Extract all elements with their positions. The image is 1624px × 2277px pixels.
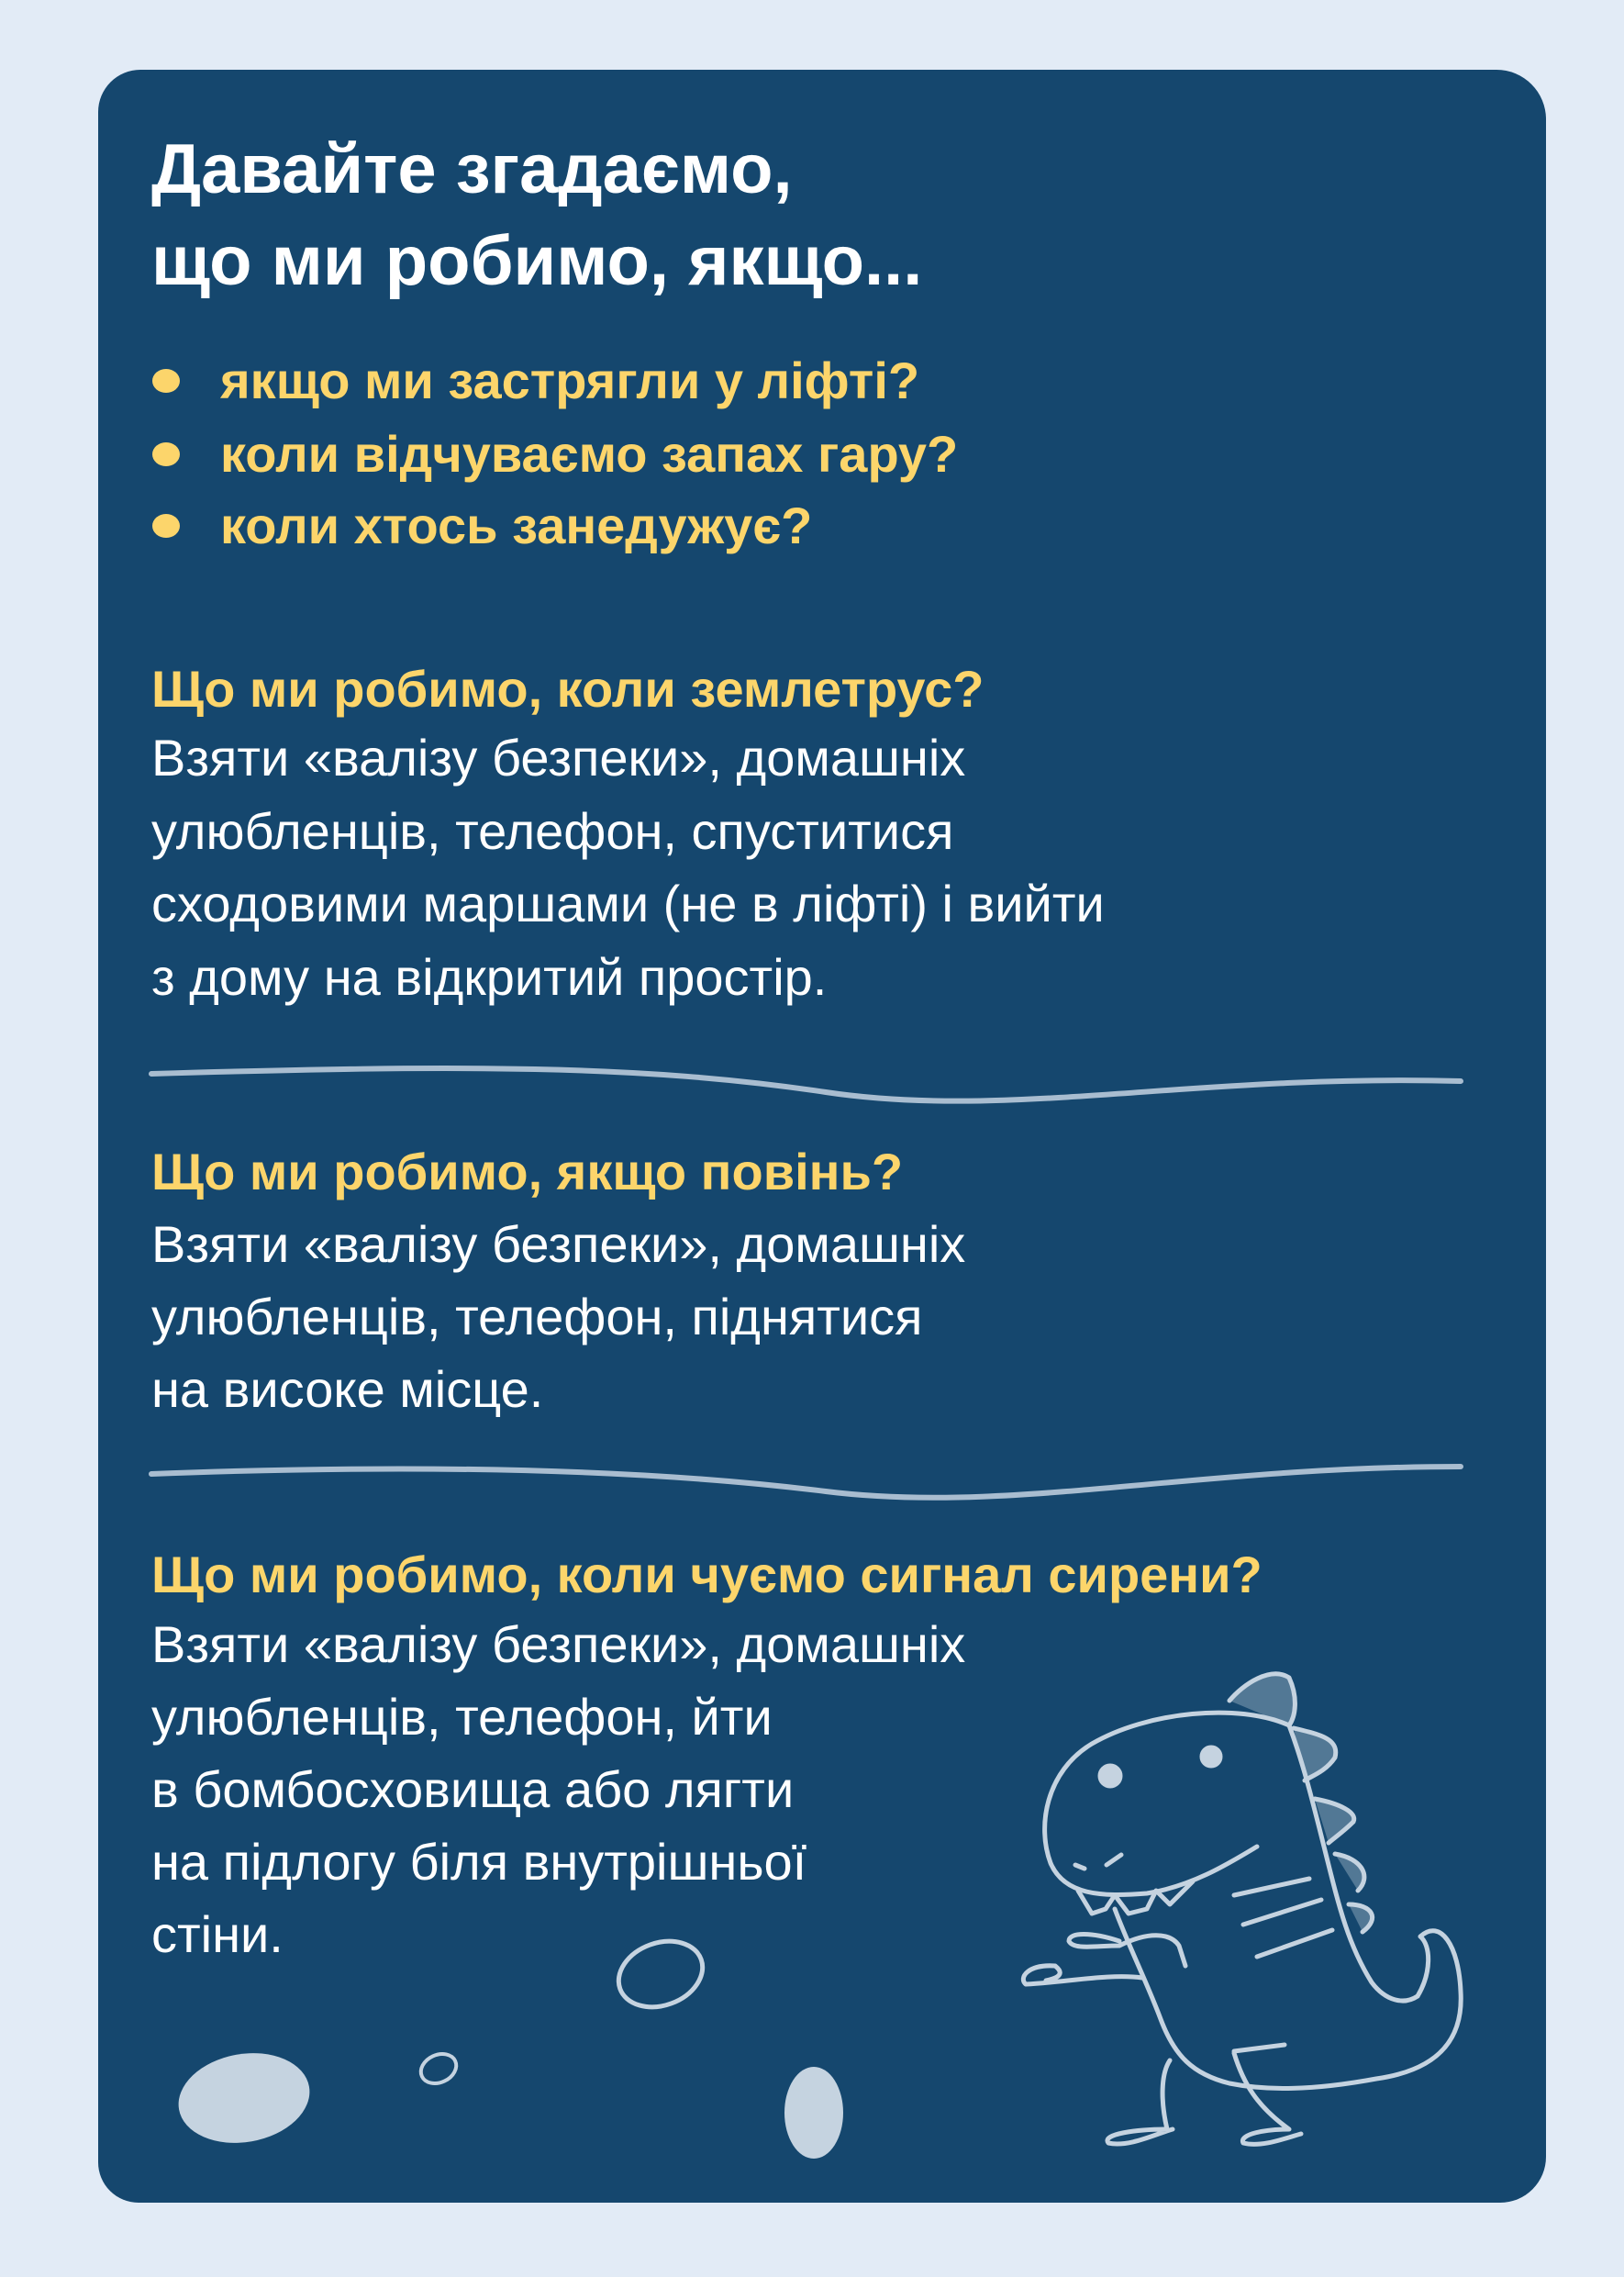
title-line-2: що ми робимо, якщо...	[151, 222, 923, 300]
section-text: улюбленців, телефон, спуститися	[151, 802, 954, 860]
section-heading-siren: Що ми робимо, коли чуємо сигнал сирени?	[151, 1546, 1262, 1603]
section-text: улюбленців, телефон, йти	[151, 1688, 773, 1746]
bullet-item: коли відчуваємо запах гару?	[220, 425, 959, 483]
section-text: улюбленців, телефон, піднятися	[151, 1288, 923, 1345]
wave-divider	[151, 1068, 1461, 1101]
section-text: в бомбосховища або лягти	[151, 1760, 795, 1818]
section-text: стіни.	[151, 1905, 284, 1963]
bullet-item: якщо ми застрягли у ліфті?	[220, 352, 920, 409]
section-text: Взяти «валізу безпеки», домашніх	[151, 729, 966, 787]
egg-icon	[784, 2067, 843, 2159]
section-text: на високе місце.	[151, 1360, 544, 1418]
egg-icon	[172, 2043, 317, 2153]
egg-outline-icon	[417, 2048, 462, 2089]
section-heading-flood: Що ми робимо, якщо повінь?	[151, 1143, 904, 1200]
section-text: сходовими маршами (не в ліфті) і вийти	[151, 875, 1105, 932]
section-text: Взяти «валізу безпеки», домашніх	[151, 1615, 966, 1673]
dinosaur-icon	[1023, 1674, 1461, 2145]
section-heading-earthquake: Що ми робимо, коли землетрус?	[151, 660, 984, 718]
egg-outline-icon	[609, 1930, 712, 2018]
title-line-1: Давайте згадаємо,	[151, 130, 793, 208]
wave-divider	[151, 1467, 1461, 1498]
bullet-item: коли хтось занедужує?	[220, 497, 813, 554]
section-text: з дому на відкритий простір.	[151, 948, 828, 1006]
section-text: на підлогу біля внутрішньої	[151, 1833, 807, 1891]
section-text: Взяти «валізу безпеки», домашніх	[151, 1215, 966, 1273]
